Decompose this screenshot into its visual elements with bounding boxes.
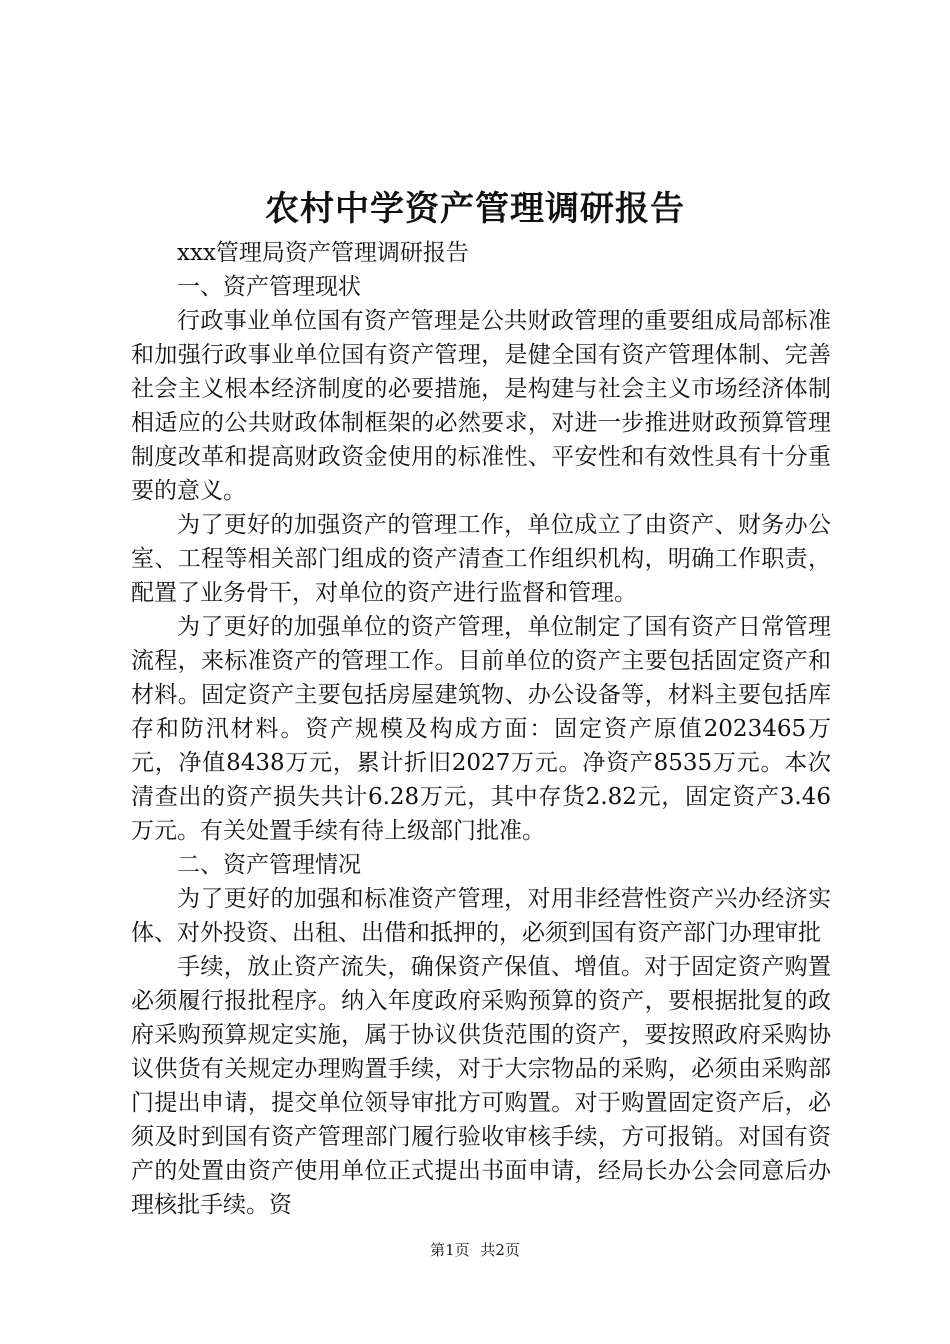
paragraph: 手续，放止资产流失，确保资产保值、增值。对于固定资产购置必须履行报批程序。纳入年度政府采购预算的资产，要根据批复的政府采购预算规定实施，属于协议供货范围的资产，要按照政府采购协议供货有关规定办理购置手续，对于大宗物品的采购，必须由采购部门提出申请，提交单位领导审批方可购置。对于购置固定资产后，必须及时到国有资产管理部门履行验收审核手续，方可报销。对国有资产的处置由资产使用单位正式提出书面申请，经局长办公会同意后办理核批手续。资 bbox=[131, 954, 831, 1218]
paragraph: 行政事业单位国有资产管理是公共财政管理的重要组成局部标准和加强行政事业单位国有资产管理，是健全国有资产管理体制、完善社会主义根本经济制度的必要措施，是构建与社会主义市场经济体制相适应的公共财政体制框架的必然要求，对进一步推进财政预算管理制度改革和提高财政资金使用的标准性、平安性和有效性具有十分重要的意义。 bbox=[131, 308, 831, 504]
paragraph: 为了更好的加强和标准资产管理，对用非经营性资产兴办经济实体、对外投资、出租、出借和抵押的，必须到国有资产部门办理审批 bbox=[131, 886, 831, 946]
paragraph: 为了更好的加强资产的管理工作，单位成立了由资产、财务办公室、工程等相关部门组成的资产清查工作组织机构，明确工作职责，配置了业务骨干，对单位的资产进行监督和管理。 bbox=[131, 512, 831, 606]
paragraph-report-subtitle: xxx管理局资产管理调研报告 bbox=[177, 240, 469, 266]
paragraph-section-heading-2: 二、资产管理情况 bbox=[177, 852, 361, 878]
paragraph-section-heading-1: 一、资产管理现状 bbox=[177, 274, 361, 300]
document-body bbox=[131, 236, 831, 1222]
paragraph: 为了更好的加强单位的资产管理，单位制定了国有资产日常管理流程，来标准资产的管理工作。目前单位的资产主要包括固定资产和材料。固定资产主要包括房屋建筑物、办公设备等，材料主要包括库存和防汛材料。资产规模及构成方面：固定资产原值2023465万元，净值8438万元，累计折旧2027万元。净资产8535万元。本次清查出的资产损失共计6.28万元，其中存货2.82元，固定资产3.46万元。有关处置手续有待上级部门批准。 bbox=[131, 614, 831, 844]
page-total: 共2页 bbox=[480, 1241, 520, 1259]
page-number: 第1页 bbox=[430, 1241, 470, 1259]
document-title: 农村中学资产管理调研报告 bbox=[265, 189, 685, 229]
page-footer bbox=[0, 1240, 950, 1260]
